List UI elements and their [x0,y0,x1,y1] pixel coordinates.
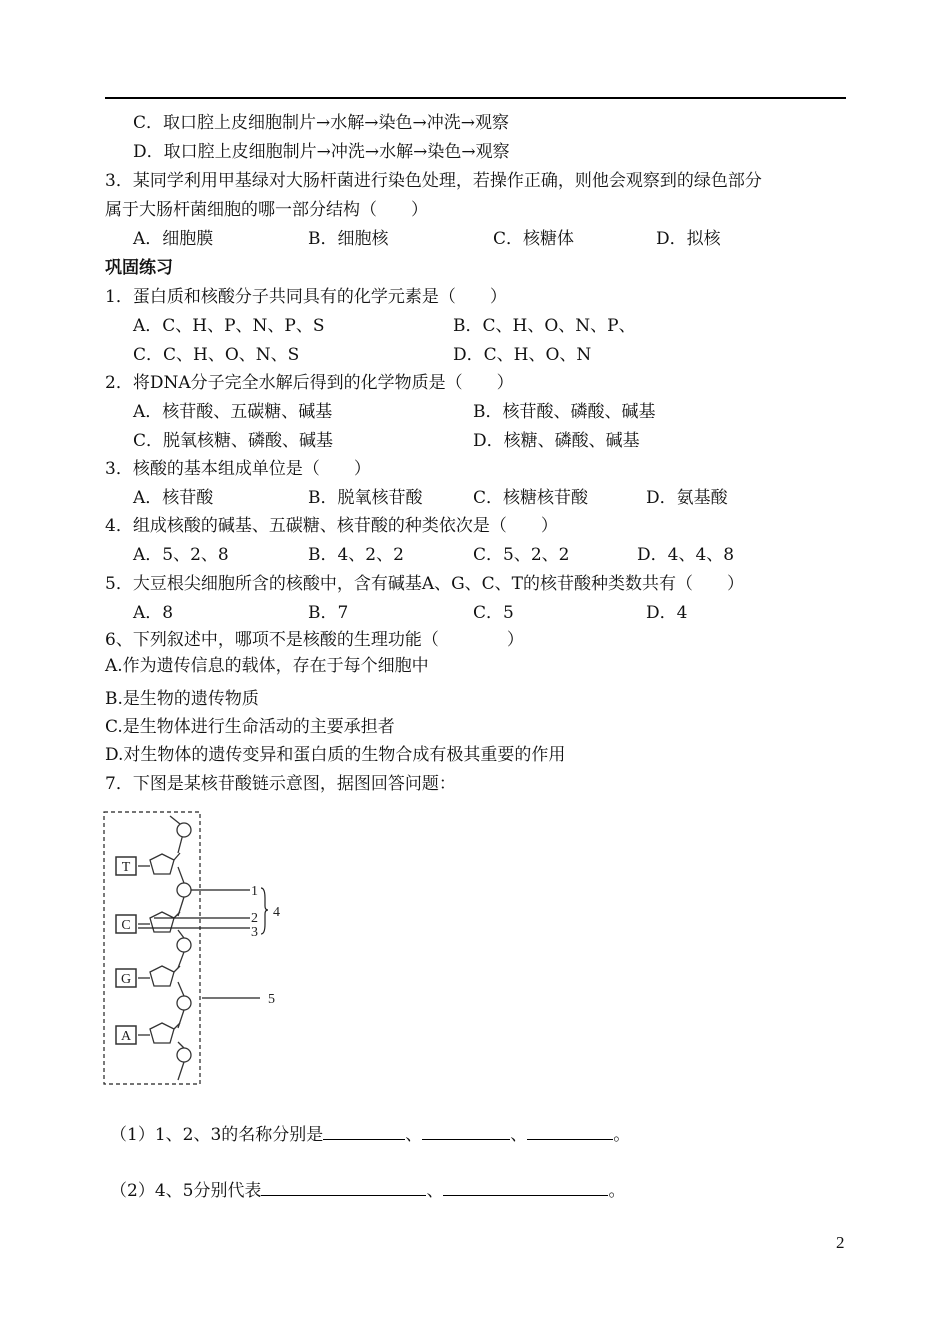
nucleotide-chain-diagram [100,808,300,1090]
question-6-option-c: C.是生物体进行生命活动的主要承担者 [105,717,395,737]
separator: 、 [510,1125,528,1145]
sub-question-1-prefix: （1）1、2、3的名称分别是 [110,1125,324,1145]
section-title: 巩固练习 [105,258,173,278]
question-5-option-d: D．4 [646,603,688,623]
label-1: 1 [251,884,258,899]
base-label-g: G [120,972,132,987]
question-1-option-d: D．C、H、O、N [453,345,592,365]
answer-blank-5[interactable] [443,1179,608,1196]
question-4-option-b: B．4、2、2 [308,545,404,565]
question-4-option-d: D．4、4、8 [637,545,735,565]
question-2-option-d: D．核糖、磷酸、碱基 [473,431,640,451]
pentose-sugar [150,966,174,986]
phosphate-circle [177,996,191,1010]
base-label-a: A [120,1029,132,1044]
end-mark: 。 [613,1125,631,1145]
question-1-option-b: B．C、H、O、N、P、 [453,316,636,336]
end-mark: 。 [608,1181,626,1201]
question-3-option-a: A．核苷酸 [133,488,214,508]
separator: 、 [426,1181,444,1201]
backbone-link [178,1062,184,1080]
label-3: 3 [251,925,258,940]
pentose-sugar [150,854,174,874]
backbone-link [170,816,180,824]
question-4-option-a: A．5、2、8 [133,545,229,565]
base-label-c: C [121,918,131,933]
question-3-option-d: D．氨基酸 [646,488,728,508]
base-label-t: T [121,860,131,875]
label-2: 2 [251,911,258,926]
question-5-option-a: A．8 [133,603,174,623]
question-2-stem: 2．将DNA分子完全水解后得到的化学物质是（ ） [105,373,514,393]
question-3-option-c: C．核糖核苷酸 [473,488,589,508]
backbone-link [178,867,184,883]
answer-blank-1[interactable] [323,1123,405,1140]
question-5-option-c: C．5 [473,603,514,623]
question-6-stem: 6、下列叙述中，哪项不是核酸的生理功能（ ） [105,630,524,650]
pentose-sugar [150,1023,174,1043]
phosphate-circle [177,1048,191,1062]
sub-question-2-prefix: （2）4、5分别代表 [110,1181,262,1201]
question-2-option-c: C．脱氧核糖、磷酸、碱基 [133,431,334,451]
question-6-option-d: D.对生物体的遗传变异和蛋白质的生物合成有极其重要的作用 [105,745,566,765]
question-3-stem: 3．核酸的基本组成单位是（ ） [105,459,371,479]
label-5: 5 [268,992,275,1007]
backbone-link [178,930,184,938]
sugar-link [174,966,180,972]
question-7-stem: 7．下图是某核苷酸链示意图，据图回答问题： [105,774,456,794]
backbone-link [178,1042,184,1048]
question-2-option-a: A．核苷酸、五碳糖、碱基 [133,402,333,422]
question-4-option-c: C．5、2、2 [473,545,570,565]
prev-q3-option-c: C．核糖体 [493,229,575,249]
prev-option-c: C．取口腔上皮细胞制片→水解→染色→冲洗→观察 [133,113,509,133]
question-2-option-b: B．核苷酸、磷酸、碱基 [473,402,656,422]
prev-q3-option-b: B．细胞核 [308,229,389,249]
phosphate-circle [177,823,191,837]
backbone-link [178,952,184,968]
answer-blank-3[interactable] [527,1123,613,1140]
brace [261,888,268,934]
header-rule [105,97,846,99]
question-5-stem: 5．大豆根尖细胞所含的核酸中，含有碱基A、G、C、T的核苷酸种类数共有（ ） [105,574,745,594]
sugar-link [174,853,180,860]
prev-q3-stem-line1: 3．某同学利用甲基绿对大肠杆菌进行染色处理，若操作正确，则他会观察到的绿色部分 [105,171,762,191]
separator: 、 [405,1125,423,1145]
phosphate-circle [177,938,191,952]
page-number: 2 [836,1233,845,1252]
backbone-link [178,1010,184,1028]
question-5-option-b: B．7 [308,603,349,623]
prev-q3-option-a: A．细胞膜 [133,229,214,249]
question-6-option-b: B.是生物的遗传物质 [105,689,259,709]
prev-q3-stem-line2: 属于大肠杆菌细胞的哪一部分结构（ ） [105,200,428,220]
prev-q3-option-d: D．拟核 [656,229,721,249]
phosphate-circle [177,883,191,897]
answer-blank-4[interactable] [261,1179,426,1196]
prev-option-d: D．取口腔上皮细胞制片→冲洗→水解→染色→观察 [133,142,510,162]
question-6-option-a: A.作为遗传信息的载体，存在于每个细胞中 [105,656,429,676]
sub-question-1 [110,1123,630,1146]
sugar-link [174,912,180,918]
backbone-link [178,982,184,996]
pentose-sugar [150,912,174,932]
answer-blank-2[interactable] [422,1123,510,1140]
question-1-option-c: C．C、H、O、N、S [133,345,300,365]
question-3-option-b: B．脱氧核苷酸 [308,488,423,508]
question-1-option-a: A．C、H、P、N、P、S [133,316,325,336]
question-1-stem: 1．蛋白质和核酸分子共同具有的化学元素是（ ） [105,287,507,307]
label-4: 4 [273,905,280,920]
sub-question-2 [110,1179,625,1202]
question-4-stem: 4．组成核酸的碱基、五碳糖、核苷酸的种类依次是（ ） [105,516,558,536]
